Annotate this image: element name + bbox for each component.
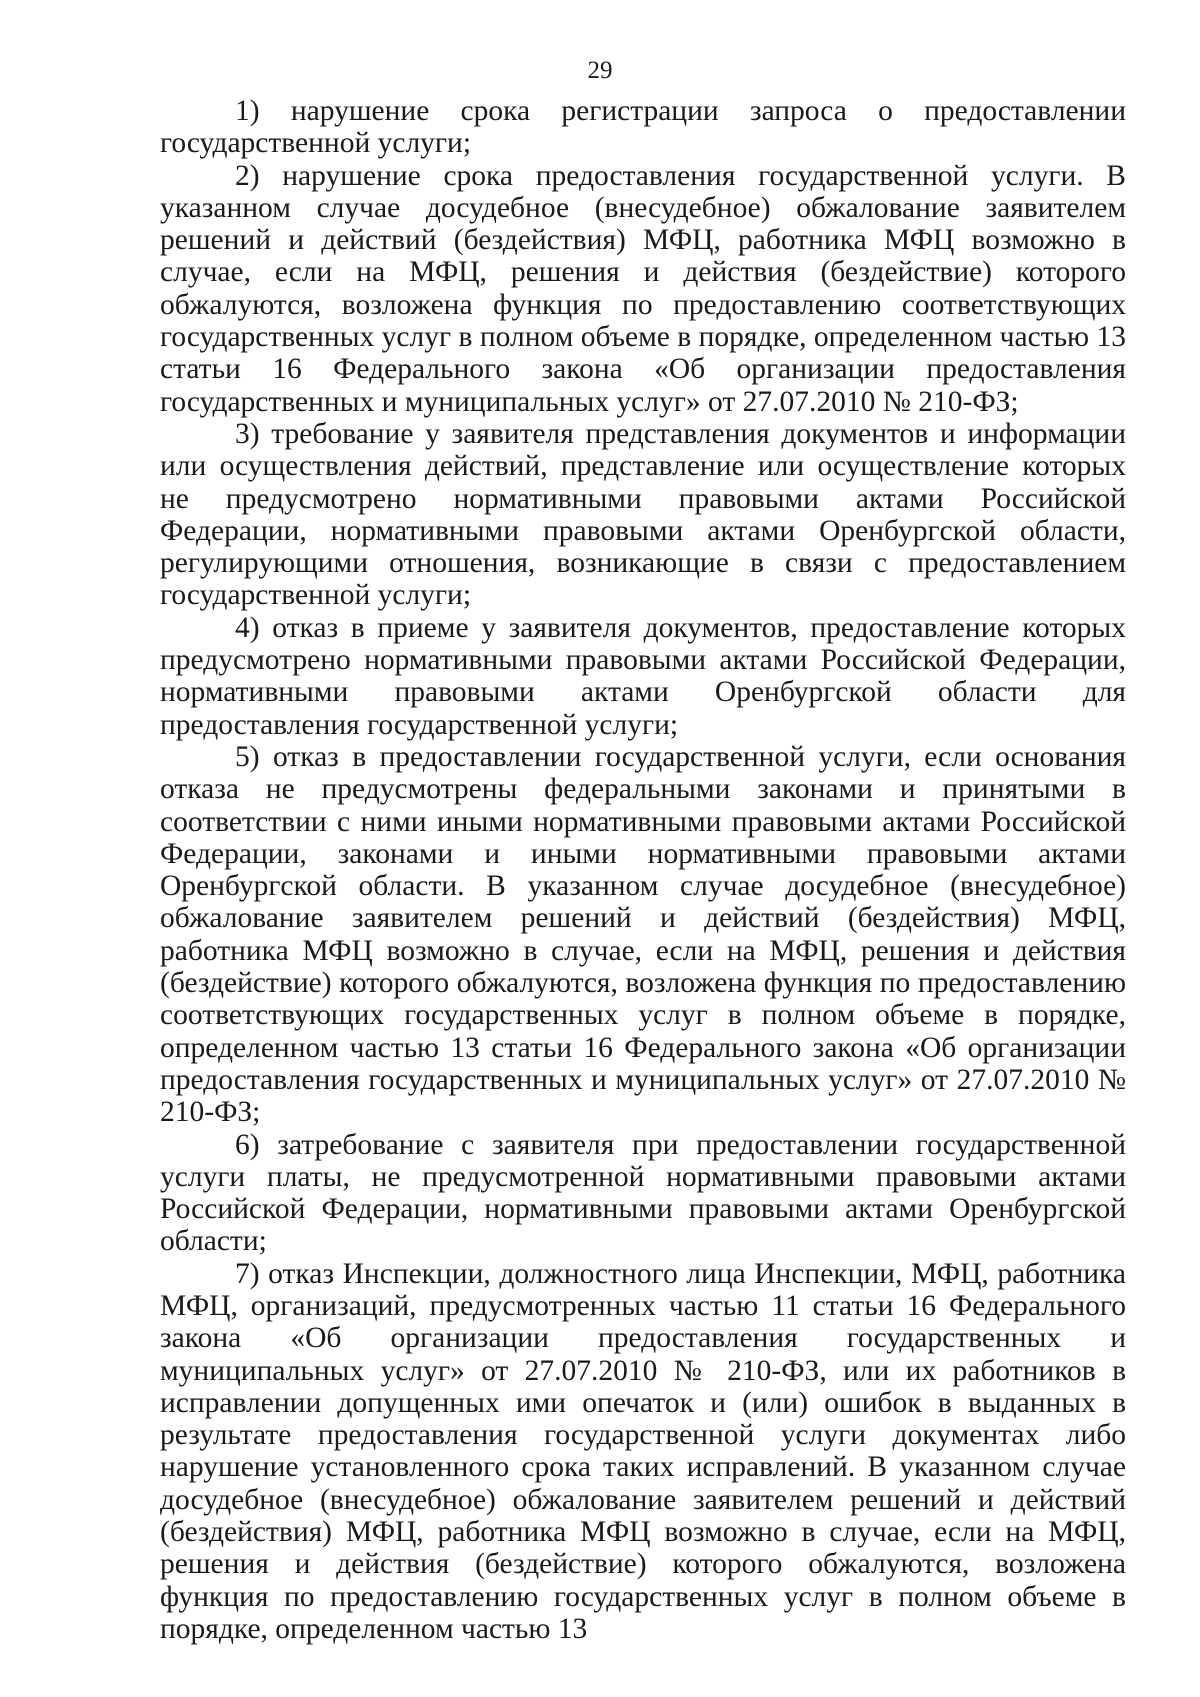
list-item-2: 2) нарушение срока предоставления государственной услуги. В указанном случае досудебное (внесудебное) обжалование заявителем решений и действий (бездействия) МФЦ, работника МФЦ возможно в случае, если на МФЦ, решения и действия (бездействие) которого обжалуются, возложена функция по предоставлению соответствующих государственных услуг в полном объеме в порядке, определенном частью 13 статьи 16 Федерального закона «Об организации предоставления государственных и муниципальных услуг» от 27.07.2010 № 210-ФЗ; bbox=[160, 159, 1126, 418]
list-item-7: 7) отказ Инспекции, должностного лица Инспекции, МФЦ, работника МФЦ, организаций, предусмотренных частью 11 статьи 16 Федерального закона «Об организации предоставления государственных и муниципальных услуг» от 27.07.2010 № 210-ФЗ, или их работников в исправлении допущенных ими опечаток и (или) ошибок в выданных в результате предоставления государственной услуги документах либо нарушение установленного срока таких исправлений. В указанном случае досудебное (внесудебное) обжалование заявителем решений и действий (бездействия) МФЦ, работника МФЦ возможно в случае, если на МФЦ, решения и действия (бездействие) которого обжалуются, возложена функция по предоставлению государственных услуг в полном объеме в порядке, определенном частью 13 bbox=[160, 1257, 1126, 1645]
list-item-3: 3) требование у заявителя представления документов и информации или осуществления действий, представление или осуществление которых не предусмотрено нормативными правовыми актами Российской Федерации, нормативными правовыми актами Оренбургской области, регулирующими отношения, возникающие в связи с предоставлением государственной услуги; bbox=[160, 417, 1126, 612]
page-number: 29 bbox=[587, 57, 613, 84]
document-body bbox=[160, 95, 1126, 1645]
list-item-6: 6) затребование с заявителя при предоставлении государственной услуги платы, не предусмотренной нормативными правовыми актами Российской Федерации, нормативными правовыми актами Оренбургской области; bbox=[160, 1128, 1126, 1258]
list-item-4: 4) отказ в приеме у заявителя документов, предоставление которых предусмотрено нормативными правовыми актами Российской Федерации, нормативными правовыми актами Оренбургской области для предоставления государственной услуги; bbox=[160, 611, 1126, 741]
list-item-5: 5) отказ в предоставлении государственной услуги, если основания отказа не предусмотрены федеральными законами и принятыми в соответствии с ними иными нормативными правовыми актами Российской Федерации, законами и иными нормативными правовыми актами Оренбургской области. В указанном случае досудебное (внесудебное) обжалование заявителем решений и действий (бездействия) МФЦ, работника МФЦ возможно в случае, если на МФЦ, решения и действия (бездействие) которого обжалуются, возложена функция по предоставлению соответствующих государственных услуг в полном объеме в порядке, определенном частью 13 статьи 16 Федерального закона «Об организации предоставления государственных и муниципальных услуг» от 27.07.2010 № 210-ФЗ; bbox=[160, 740, 1126, 1129]
list-item-1: 1) нарушение срока регистрации запроса о предоставлении государственной услуги; bbox=[160, 95, 1126, 160]
